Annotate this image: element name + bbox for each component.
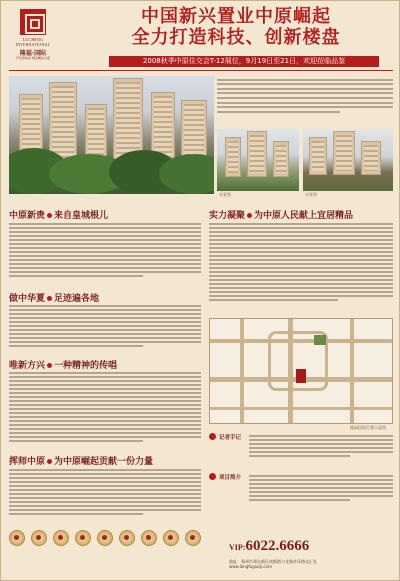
- photo-3-caption: 实景图: [305, 192, 317, 197]
- section-1-body: [9, 221, 201, 279]
- vip-hotline: [229, 538, 309, 555]
- award-medal-icon: [185, 530, 201, 546]
- address-block: [229, 559, 399, 569]
- section-heading-5: [209, 208, 353, 221]
- logo-brand-cn: 隆福·国际: [19, 50, 47, 57]
- headline-line-1: 中国新兴置业中原崛起: [141, 6, 331, 27]
- awards-row: [9, 526, 199, 566]
- bullet-icon: [247, 213, 252, 218]
- photo-2-caption: 实景图: [219, 192, 231, 197]
- section-5-title-b: 为中原人民献上宜居精品: [254, 210, 354, 220]
- award-medal-icon: [53, 530, 69, 546]
- note-bullet-icon: [209, 433, 216, 440]
- section-2-body: [9, 303, 201, 349]
- bullet-icon: [47, 459, 52, 464]
- award-medal-icon: [119, 530, 135, 546]
- award-medal-icon: [75, 530, 91, 546]
- header-divider: [9, 70, 393, 71]
- bullet-icon: [47, 363, 52, 368]
- project-photo-3: [303, 129, 393, 191]
- section-1-title-a: 中原新贵: [9, 210, 46, 220]
- vip-number: 6022.6666: [245, 538, 310, 554]
- logo-brand-en: LUCHENG INTERNATIONAL: [15, 37, 51, 47]
- main-aerial-photo: [9, 76, 214, 194]
- note-bullet-icon: [209, 473, 216, 480]
- award-medal-icon: [163, 530, 179, 546]
- section-heading-1: [9, 208, 108, 221]
- section-3-title-b: 一种精神的传唱: [54, 360, 118, 370]
- logo-mark-icon: [20, 9, 46, 35]
- section-2-title-a: 做中华夏: [9, 293, 46, 303]
- address-text: 地址：郑州市郑东新区商都路与龙湖外环路交汇处: [229, 559, 317, 564]
- developer-logo: [11, 9, 55, 59]
- award-medal-icon: [97, 530, 113, 546]
- note-2-label: 项目简介: [219, 475, 242, 481]
- location-map: [209, 318, 393, 424]
- project-photo-2: [217, 129, 299, 191]
- award-medal-icon: [31, 530, 47, 546]
- website-link[interactable]: www.longfuguoji.com: [229, 564, 272, 569]
- section-4-body: [9, 467, 201, 517]
- section-heading-4: [9, 454, 153, 467]
- headline-line-2: 全力打造科技、创新楼盘: [131, 27, 341, 48]
- section-4-title-a: 挥师中原: [9, 456, 46, 466]
- award-medal-icon: [141, 530, 157, 546]
- section-3-body: [9, 370, 201, 444]
- note-1-label: 记者手记: [219, 435, 242, 441]
- section-4-title-b: 为中原崛起贡献一份力量: [54, 456, 154, 466]
- section-5-body: [209, 221, 393, 303]
- map-caption: 隆福国际位置示意图: [350, 425, 386, 430]
- section-2-title-b: 足迹遍各地: [54, 293, 100, 303]
- notes-panel: [209, 431, 393, 515]
- section-3-title-a: 唯新方兴: [9, 360, 46, 370]
- section-1-title-b: 来自皇城根儿: [54, 210, 109, 220]
- intro-paragraph: [217, 76, 393, 126]
- vip-label: VIP:: [229, 543, 246, 552]
- bullet-icon: [47, 213, 52, 218]
- project-location-marker-icon: [296, 369, 306, 383]
- award-medal-icon: [9, 530, 25, 546]
- event-subtitle-bar: 2008秋季中原住交会T-12展位，9月19日至21日，欢迎莅临品鉴: [109, 56, 379, 67]
- logo-tagline: 开发商信誉 缔造精品力量: [16, 56, 50, 60]
- section-5-title-a: 实力凝聚: [209, 210, 246, 220]
- bullet-icon: [47, 296, 52, 301]
